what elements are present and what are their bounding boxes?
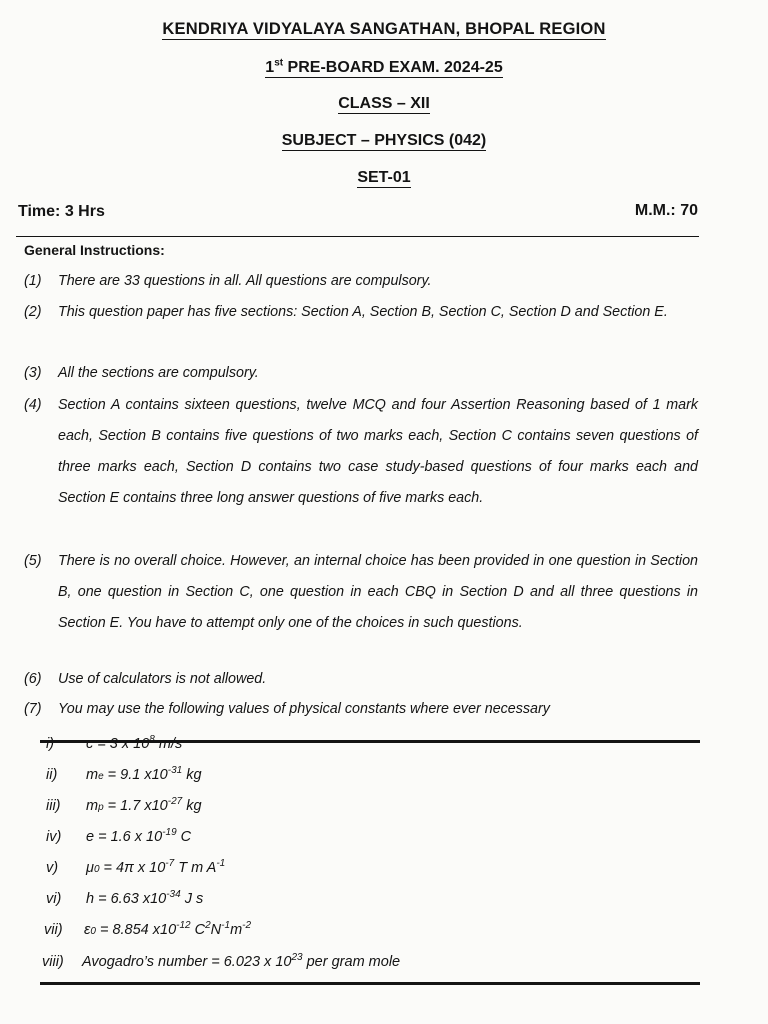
class-title: CLASS – XII [338, 95, 430, 112]
instruction-item: (6) Use of calculators is not allowed. [24, 671, 267, 687]
instructions-title: General Instructions: [24, 242, 165, 258]
org-title: KENDRIYA VIDYALAYA SANGATHAN, BHOPAL REGION [162, 20, 606, 38]
max-marks-label: M.M.: 70 [634, 202, 698, 219]
exam-title: 1st PRE-BOARD EXAM. 2024-25 [265, 57, 503, 76]
header-divider [16, 236, 699, 237]
instruction-item: (2) This question paper has five sections: Section A, Section B, Section C, Section D and Section E. [24, 304, 668, 320]
exam-page: KENDRIYA VIDYALAYA SANGATHAN, BHOPAL REGION 1st PRE-BOARD EXAM. 2024-25 CLASS – XII SUBJECT – PHYSICS (042) SET-01 Time: 3 Hrs M.M.: 70 General Instructions: (1) There are 33 questions in all. All questions are compulsory. (2) This question paper has five sections: Section A, Section B, Section C, Section D and Section E. (3) All the sections are compulsory. (4) Section A contains sixteen questions, twelve MCQ and four Assertion Reasoning based of 1 mark each, Section B contains five questions of two marks each, Section C contains seven questions of three marks each, Section D contains two case study-based questions of four marks each and Section E contains three long answer questions of five marks each. (5) There is no overall choice. However, an internal choice has been provided in one question in Section B, one question in Section C, one question in each CBQ in Section D and all three questions in Section E. You have to attempt only one of the choices in such questions. (6) Use of calculators is not allowed. (7) You may use the following values of physical constants where ever necessary i) c = 3 x $10^8$ m/s ii) me = 9.1 $x10^{-31}$ kg iii) mp = 1.7 $x10^{-27}$ kg iv) e = 1.6 x $10^{-19}$ C v) μ0 = 4π x $10^{-7}$ T m $A^{-1}$ vi) h = 6.63 $x10^{-34}$ J s vii) ε0 = 8.854 $x10^{-12}$ $C^2N^{-1}m^{-2}$ viii) Avogadro’s number = 6.023 x $10^{23}$ per gram mole [0, 0, 768, 1024]
instruction-item: (5) There is no overall choice. However, an internal choice has been provided in one question in Section B, one question in Section C, one question in each CBQ in Section D and all three questions in Section E. You have to attempt only one of the choices in such questions. [24, 553, 698, 631]
instruction-item: (4) Section A contains sixteen questions, twelve MCQ and four Assertion Reasoning based of 1 mark each, Section B contains five questions of two marks each, Section C contains seven questions of three marks each, Section D contains two case study-based questions of four marks each and Section E contains three long answer questions of five marks each. [24, 397, 698, 506]
instruction-item: (3) All the sections are compulsory. [24, 365, 259, 381]
set-title: SET-01 [357, 169, 411, 186]
instruction-item: (1) There are 33 questions in all. All questions are compulsory. [24, 273, 432, 289]
constants-bottom-rule [40, 982, 700, 985]
time-label: Time: 3 Hrs [18, 203, 105, 220]
instruction-item: (7) You may use the following values of physical constants where ever necessary [24, 701, 550, 717]
subject-title: SUBJECT – PHYSICS (042) [281, 132, 487, 149]
